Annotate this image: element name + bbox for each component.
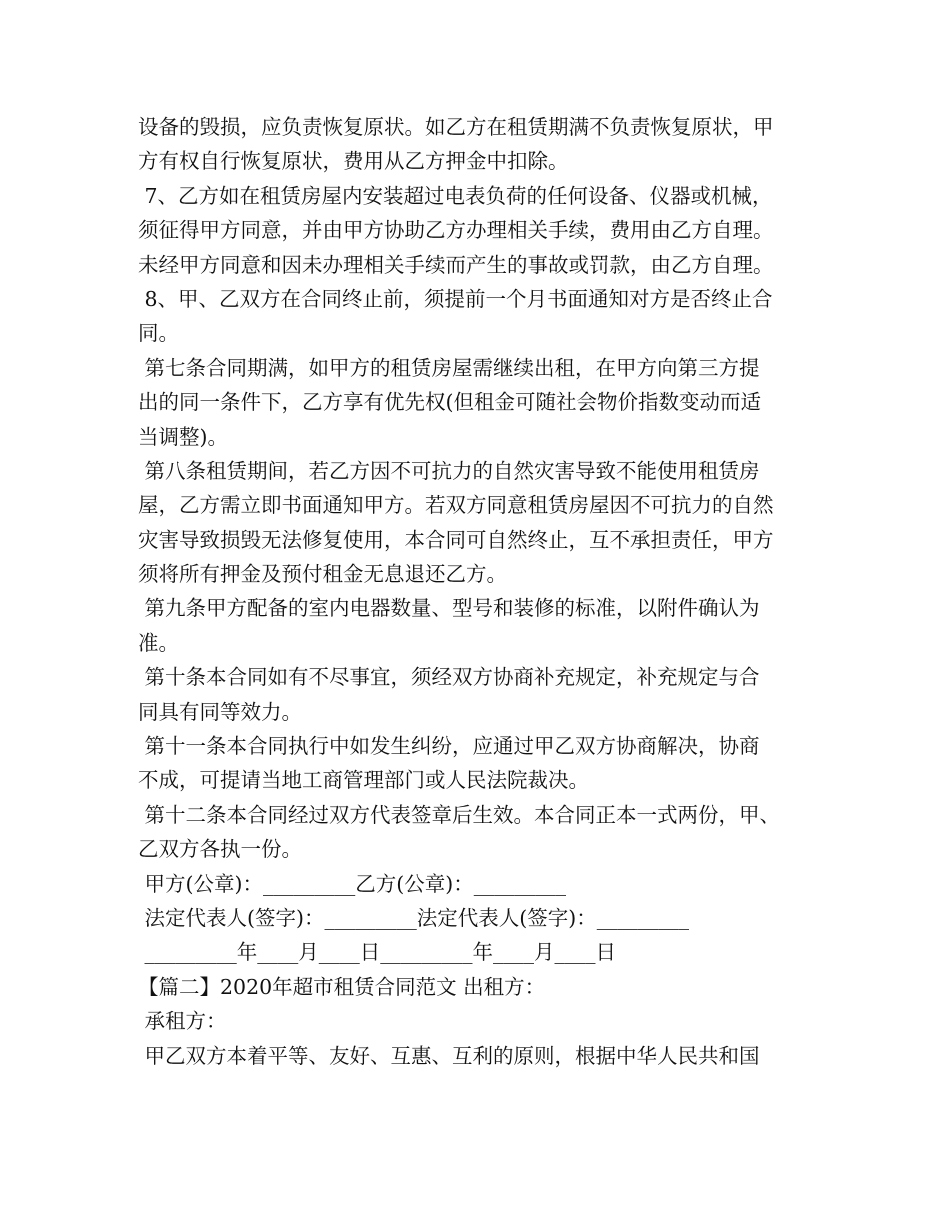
text-line: 第十二条本合同经过双方代表签章后生效。本合同正本一式两份，甲、 <box>138 802 781 827</box>
text-line: 准。 <box>138 630 179 655</box>
text-line: 当调整)。 <box>138 424 228 449</box>
text-line: 设备的毁损，应负责恢复原状。如乙方在租赁期满不负责恢复原状，甲 <box>138 115 774 139</box>
text-line: 甲乙双方本着平等、友好、互惠、互利的原则，根据中华人民共和国 <box>138 1043 760 1068</box>
text-line: 第九条甲方配备的室内电器数量、型号和装修的标准，以附件确认为 <box>138 596 760 621</box>
signature-line-seal: 甲方(公章)：_________乙方(公章)：_________ <box>138 871 567 896</box>
text-line: 须将所有押金及预付租金无息退还乙方。 <box>138 562 507 587</box>
text-line: 未经甲方同意和因未办理相关手续而产生的事故或罚款，由乙方自理。 <box>138 252 774 277</box>
text-line: 不成，可提请当地工商管理部门或人民法院裁决。 <box>138 768 589 793</box>
text-line: 同具有同等效力。 <box>138 699 302 724</box>
text-line: 灾害导致损毁无法修复使用，本合同可自然终止，互不承担责任，甲方 <box>138 527 774 552</box>
text-line: 方有权自行恢复原状，费用从乙方押金中扣除。 <box>138 149 569 174</box>
text-line: 8、甲、乙双方在合同终止前，须提前一个月书面通知对方是否终止合 <box>138 286 773 311</box>
text-line: 第八条租赁期间，若乙方因不可抗力的自然灾害导致不能使用租赁房 <box>138 458 760 483</box>
text-line: 须征得甲方同意，并由甲方协助乙方办理相关手续，费用由乙方自理。 <box>138 218 774 243</box>
document-body <box>138 110 818 1073</box>
text-line: 第十一条本合同执行中如发生纠纷，应通过甲乙双方协商解决，协商 <box>138 734 760 759</box>
text-line: 承租方： <box>138 1009 227 1034</box>
text-line: 出的同一条件下，乙方享有优先权(但租金可随社会物价指数变动而适 <box>138 390 761 415</box>
signature-line-representative: 法定代表人(签字)：_________法定代表人(签字)：_________ <box>138 905 690 930</box>
text-line: 乙双方各执一份。 <box>138 837 302 862</box>
text-line: 第十条本合同如有不尽事宜，须经双方协商补充规定，补充规定与合 <box>138 665 760 690</box>
signature-line-date: _________年____月____日_________年____月____日 <box>138 940 617 965</box>
section-heading: 【篇二】2020年超市租赁合同范文 出租方： <box>138 974 546 999</box>
text-line: 屋，乙方需立即书面通知甲方。若双方同意租赁房屋因不可抗力的自然 <box>138 493 774 518</box>
text-line: 同。 <box>138 321 179 346</box>
text-line: 第七条合同期满，如甲方的租赁房屋需继续出租，在甲方向第三方提 <box>138 355 760 380</box>
text-line: 7、乙方如在租赁房屋内安装超过电表负荷的任何设备、仪器或机械， <box>138 183 773 208</box>
